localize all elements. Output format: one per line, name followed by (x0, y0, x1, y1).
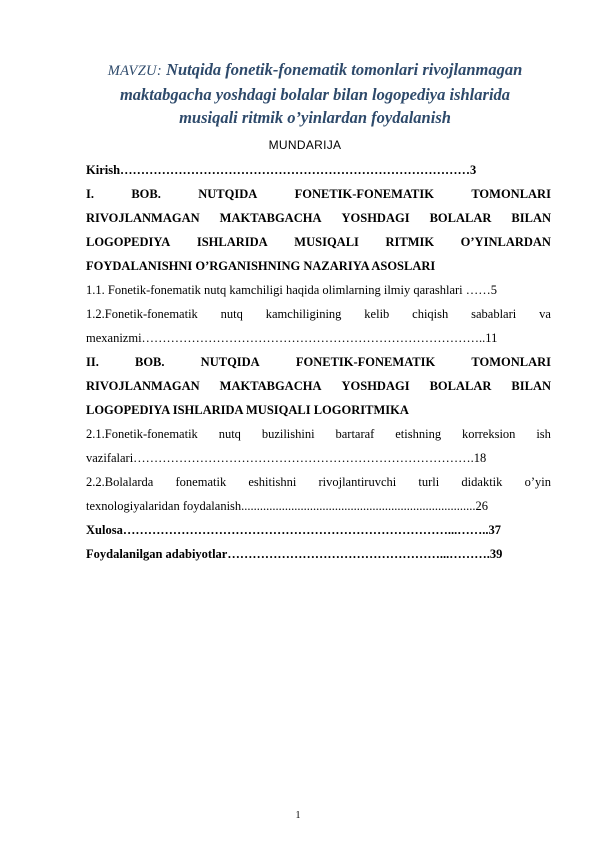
toc-word: MAKTABGACHA (219, 211, 322, 225)
toc-word: NUTQIDA (200, 355, 260, 369)
toc-word: YOSHDAGI (341, 211, 410, 225)
toc-word: nutq (220, 307, 243, 321)
toc-chapter-2-line-3: LOGOPEDIYA ISHLARIDA MUSIQALI LOGORITMIKA (86, 403, 409, 417)
title-label: MAVZU: (107, 63, 162, 79)
toc-word: BOLALAR (429, 211, 492, 225)
toc-heading: MUNDARIJA (268, 138, 342, 152)
toc-word: 1.2.Fonetik-fonematik (86, 307, 198, 321)
toc-entry-intro: Kirish…………………………………………………………………………3 (86, 163, 477, 177)
toc-section-1-2-line-2: mexanizmi………………………………………………………………………..11 (86, 331, 498, 345)
toc-word: bartaraf (335, 427, 375, 441)
toc-word: BOB. (135, 355, 165, 369)
toc-word: I. (86, 187, 94, 201)
toc-word: 2.2.Bolalarda (86, 475, 154, 489)
toc-word: MUSIQALI (294, 235, 359, 249)
toc-word: BILAN (511, 379, 551, 393)
toc-word: LOGOPEDIYA (86, 235, 171, 249)
toc-section-2-2-line-2: texnologiyalaridan foydalanish...........................................................................26 (86, 499, 489, 513)
toc-word: kelib (364, 307, 390, 321)
toc-section-1-1: 1.1. Fonetik-fonematik nutq kamchiligi haqida olimlarning ilmiy qarashlari ……5 (86, 283, 498, 297)
toc-word: etishning (395, 427, 442, 441)
toc-word: NUTQIDA (198, 187, 258, 201)
toc-word: BILAN (511, 211, 551, 225)
toc-word: YOSHDAGI (341, 379, 410, 393)
toc-word: RITMIK (385, 235, 435, 249)
toc-word: RIVOJLANMAGAN (86, 379, 200, 393)
toc-chapter-1-line-3 (86, 232, 551, 252)
toc-word: TOMONLARI (471, 355, 551, 369)
toc-word: FONETIK-FONEMATIK (294, 187, 434, 201)
toc-word: turli (418, 475, 440, 489)
toc-chapter-2-line-2 (86, 376, 551, 396)
toc-chapter-1-line-1 (86, 184, 551, 204)
title-line-3: musiqali ritmik o’yinlardan foydalanish (179, 108, 451, 127)
title-line-1 (80, 58, 550, 83)
toc-word: o’yin (524, 475, 551, 489)
toc-word: RIVOJLANMAGAN (86, 211, 200, 225)
toc-word: O’YINLARDAN (460, 235, 551, 249)
toc-word: MAKTABGACHA (219, 379, 322, 393)
toc-word: rivojlantiruvchi (318, 475, 397, 489)
toc-word: BOB. (131, 187, 161, 201)
toc-section-1-2-line-1 (86, 304, 551, 324)
toc-chapter-2-line-1 (86, 352, 551, 372)
toc-word: ish (536, 427, 551, 441)
toc-word: eshitishni (248, 475, 297, 489)
toc-word: ISHLARIDA (196, 235, 268, 249)
toc-word: sabablari (471, 307, 517, 321)
toc-chapter-1-line-2 (86, 208, 551, 228)
toc-word: BOLALAR (429, 379, 492, 393)
document-title (80, 58, 550, 129)
toc-word: 2.1.Fonetik-fonematik (86, 427, 198, 441)
toc-word: didaktik (461, 475, 503, 489)
toc-word: FONETIK-FONEMATIK (295, 355, 436, 369)
toc-word: buzilishini (261, 427, 315, 441)
title-line-2: maktabgacha yoshdagi bolalar bilan logopediya ishlarida (119, 85, 511, 104)
toc-word: va (539, 307, 551, 321)
toc-word: TOMONLARI (471, 187, 551, 201)
toc-section-2-2-line-1 (86, 472, 551, 492)
toc-word: korreksion (461, 427, 516, 441)
toc-chapter-1-line-4: FOYDALANISHNI O’RGANISHNING NAZARIYA ASOSLARI (86, 259, 436, 273)
toc-word: chiqish (412, 307, 449, 321)
toc-section-2-1-line-1 (86, 424, 551, 444)
toc-word: fonematik (175, 475, 227, 489)
toc-word: kamchiligining (265, 307, 342, 321)
title-text-1: Nutqida fonetik-fonematik tomonlari rivojlanmagan (166, 60, 523, 79)
toc-word: II. (86, 355, 99, 369)
toc-section-2-1-line-2: vazifalari……………………………………………………………………….18 (86, 451, 487, 465)
toc-word: nutq (218, 427, 241, 441)
toc-entry-conclusion: Xulosa……………………………………………………………………...……..37 (86, 523, 501, 537)
page-number: 1 (295, 810, 301, 821)
toc-entry-references: Foydalanilgan adabiyotlar……………………………………………...……….39 (86, 547, 503, 561)
